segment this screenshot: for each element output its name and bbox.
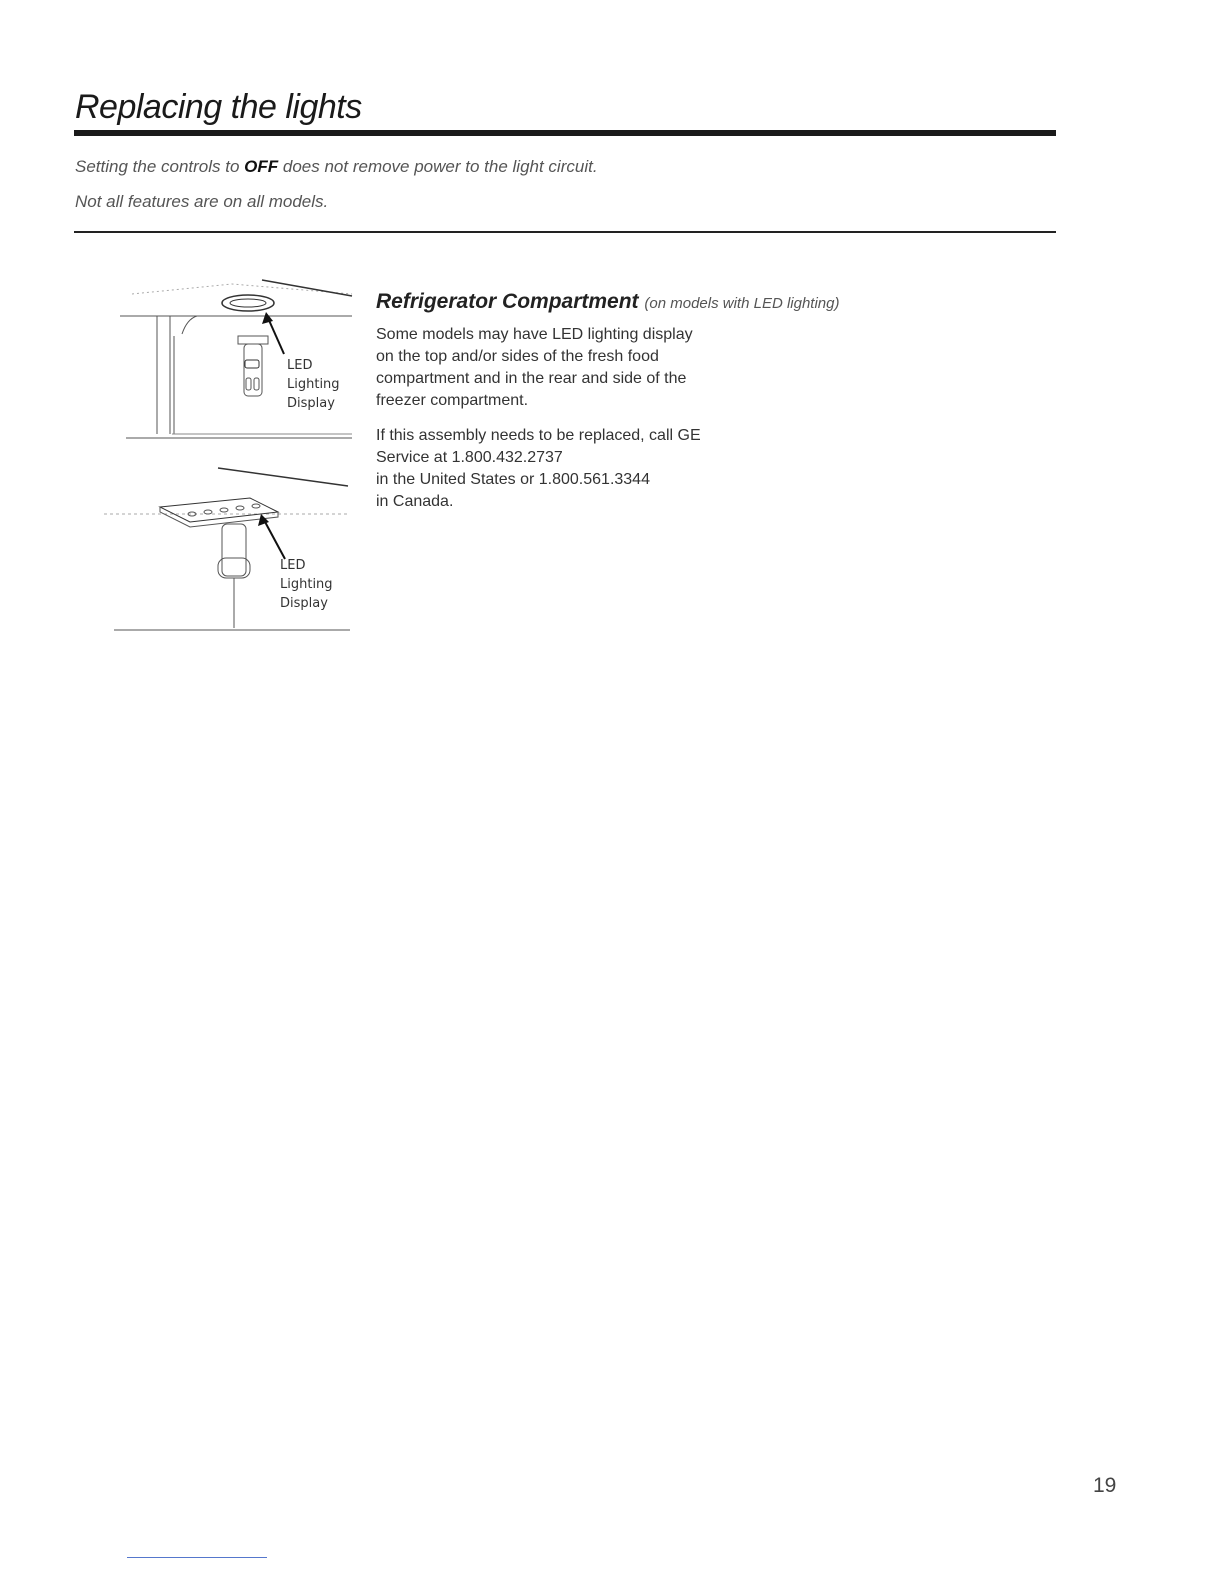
features-note: Not all features are on all models. — [75, 192, 329, 211]
paragraph-line: on the top and/or sides of the fresh food — [376, 348, 659, 365]
freezer-led-label-line: LED — [280, 558, 306, 573]
paragraph-line: in Canada. — [376, 493, 454, 510]
off-emphasis: OFF — [244, 157, 279, 176]
paragraph-line: freezer compartment. — [376, 392, 529, 409]
freezer-led-illustration — [100, 462, 362, 642]
power-note — [75, 157, 598, 177]
paragraph-line: in the United States or 1.800.561.3344 — [376, 471, 650, 488]
freezer-led-label-line: Lighting — [280, 577, 333, 592]
freezer-led-label-line: Display — [280, 596, 328, 611]
section-qualifier: (on models with LED lighting) — [644, 295, 840, 312]
led-description-paragraph — [376, 324, 746, 412]
power-note-prefix: Setting the controls to — [75, 157, 245, 176]
paragraph-line: Service at 1.800.432.2737 — [376, 449, 563, 466]
fresh-food-led-label-line: LED — [287, 358, 313, 373]
paragraph-line: compartment and in the rear and side of the — [376, 370, 687, 387]
section-heading — [376, 290, 839, 314]
title-rule — [74, 130, 1056, 136]
power-note-suffix: does not remove power to the light circuit. — [278, 157, 598, 176]
paragraph-line: Some models may have LED lighting display — [376, 326, 693, 343]
fresh-food-led-label-line: Lighting — [287, 377, 340, 392]
fresh-food-led-label-line: Display — [287, 396, 335, 411]
page-title: Replacing the lights — [75, 88, 362, 126]
page-number: 19 — [1093, 1474, 1117, 1497]
paragraph-line: If this assembly needs to be replaced, call GE — [376, 427, 701, 444]
service-contact-paragraph — [376, 425, 746, 513]
freezer-led-label — [280, 556, 333, 613]
fresh-food-led-label — [287, 356, 340, 413]
section-title: Refrigerator Compartment — [376, 290, 639, 313]
footer-rule — [127, 1557, 267, 1558]
section-divider — [74, 231, 1056, 233]
